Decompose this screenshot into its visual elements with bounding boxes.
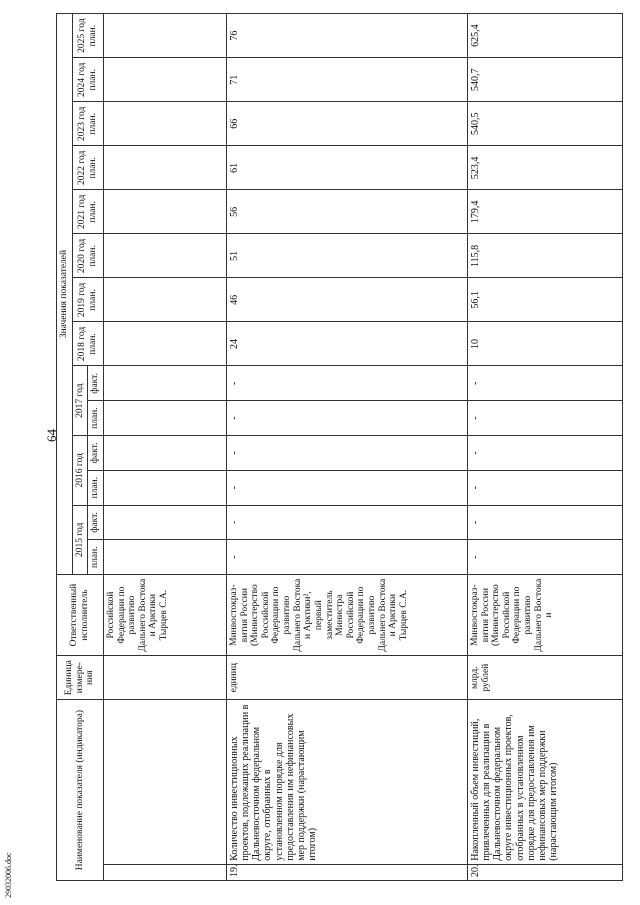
cell-empty — [103, 146, 226, 190]
header-unit: Единица измере-ния — [57, 656, 104, 700]
cell-2017-plan: - — [226, 401, 467, 436]
cell-2016-fact: - — [226, 436, 467, 471]
indicators-table — [56, 13, 623, 881]
table-row — [467, 14, 622, 881]
cell-2022: 61 — [226, 146, 467, 190]
cell-empty — [103, 436, 226, 471]
cell-empty — [103, 401, 226, 436]
cell-2020: 51 — [226, 234, 467, 278]
cell-2023: 66 — [226, 102, 467, 146]
header-2023: 2023 год план. — [72, 102, 103, 146]
table-row — [226, 14, 467, 881]
header-2022: 2022 год план. — [72, 146, 103, 190]
cell-empty — [103, 656, 226, 700]
cell-unit: млрд. рублей — [467, 656, 622, 700]
header-2016: 2016 год — [72, 436, 88, 506]
cell-2017-fact: - — [226, 366, 467, 401]
cell-empty — [103, 102, 226, 146]
cell-2024: 71 — [226, 58, 467, 102]
cell-unit: единиц — [226, 656, 467, 700]
header-2016-fact: факт. — [88, 436, 104, 471]
cell-responsible: Минвостокраз-вития России (Министерство Российской Федерации по развитию Дальнего Востока и — [467, 575, 622, 656]
header-2025: 2025 год план. — [72, 14, 103, 58]
cell-empty — [103, 14, 226, 58]
header-2021: 2021 год план. — [72, 190, 103, 234]
header-2017-fact: факт. — [88, 366, 104, 401]
cell-2018: 10 — [467, 322, 622, 366]
header-2016-plan: план. — [88, 470, 104, 505]
cell-empty — [103, 864, 226, 880]
header-2015-plan: план. — [88, 540, 104, 575]
cell-empty — [103, 322, 226, 366]
cell-2023: 540,5 — [467, 102, 622, 146]
cell-empty — [103, 366, 226, 401]
header-2018: 2018 год план. — [72, 322, 103, 366]
header-2024: 2024 год план. — [72, 58, 103, 102]
cell-2024: 540,7 — [467, 58, 622, 102]
table-row-continuation — [103, 14, 226, 881]
cell-2018: 24 — [226, 322, 467, 366]
cell-2015-fact: - — [226, 505, 467, 540]
page-number: 64 — [44, 429, 59, 442]
cell-2015-plan: - — [226, 540, 467, 575]
cell-2021: 179,4 — [467, 190, 622, 234]
cell-2017-plan: - — [467, 401, 622, 436]
header-2017-plan: план. — [88, 401, 104, 436]
header-2015: 2015 год — [72, 505, 88, 575]
cell-2021: 56 — [226, 190, 467, 234]
header-name: Наименование показателя (индикатора) — [57, 700, 104, 881]
cell-responsible: Минвостокраз-вития России (Министерство Российской Федерации по развитию Дальнего Востока и Арктики², первый заместитель Министра Российской Федерации по развитию Дальнего Востока и Арктики Тырцев С.А. — [226, 575, 467, 656]
header-responsible: Ответственный исполнитель — [57, 575, 104, 656]
cell-2019: 46 — [226, 278, 467, 322]
header-values-group: Значения показателей — [57, 14, 73, 575]
cell-2019: 56,1 — [467, 278, 622, 322]
cell-empty — [103, 234, 226, 278]
header-2017: 2017 год — [72, 366, 88, 436]
header-2015-fact: факт. — [88, 505, 104, 540]
cell-2017-fact: - — [467, 366, 622, 401]
header-2020: 2020 год план. — [72, 234, 103, 278]
cell-number: 20. — [467, 864, 622, 880]
cell-2016-plan: - — [226, 470, 467, 505]
cell-2025: 625,4 — [467, 14, 622, 58]
cell-number: 19. — [226, 864, 467, 880]
cell-indicator-name: Количество инвестиционных проектов, подлежащих реализации в Дальневосточном федеральном округе, отобранных в установленном порядке для предоставления им нефинансовых мер поддержки (нарастающим итогом) — [226, 700, 467, 865]
cell-2015-fact: - — [467, 505, 622, 540]
cell-2016-fact: - — [467, 436, 622, 471]
cell-empty — [103, 190, 226, 234]
cell-responsible: Российской Федерации по развитию Дальнего Востока и Арктики Тырцев С.А. — [103, 575, 226, 656]
cell-empty — [103, 470, 226, 505]
file-label: 29032006.doc — [4, 852, 13, 898]
cell-2025: 76 — [226, 14, 467, 58]
cell-2015-plan: - — [467, 540, 622, 575]
cell-empty — [103, 700, 226, 865]
header-2019: 2019 год план. — [72, 278, 103, 322]
cell-2020: 115,8 — [467, 234, 622, 278]
cell-2016-plan: - — [467, 470, 622, 505]
cell-indicator-name: Накопленный объем инвестиций, привлеченных для реализации в Дальневосточном федеральном округе инвестиционных проектов, отобранных в установленном порядке для предоставления им нефинансовых мер поддержки (нарастающим итогом) — [467, 700, 622, 865]
cell-empty — [103, 58, 226, 102]
cell-empty — [103, 278, 226, 322]
cell-2022: 523,4 — [467, 146, 622, 190]
cell-empty — [103, 540, 226, 575]
cell-empty — [103, 505, 226, 540]
